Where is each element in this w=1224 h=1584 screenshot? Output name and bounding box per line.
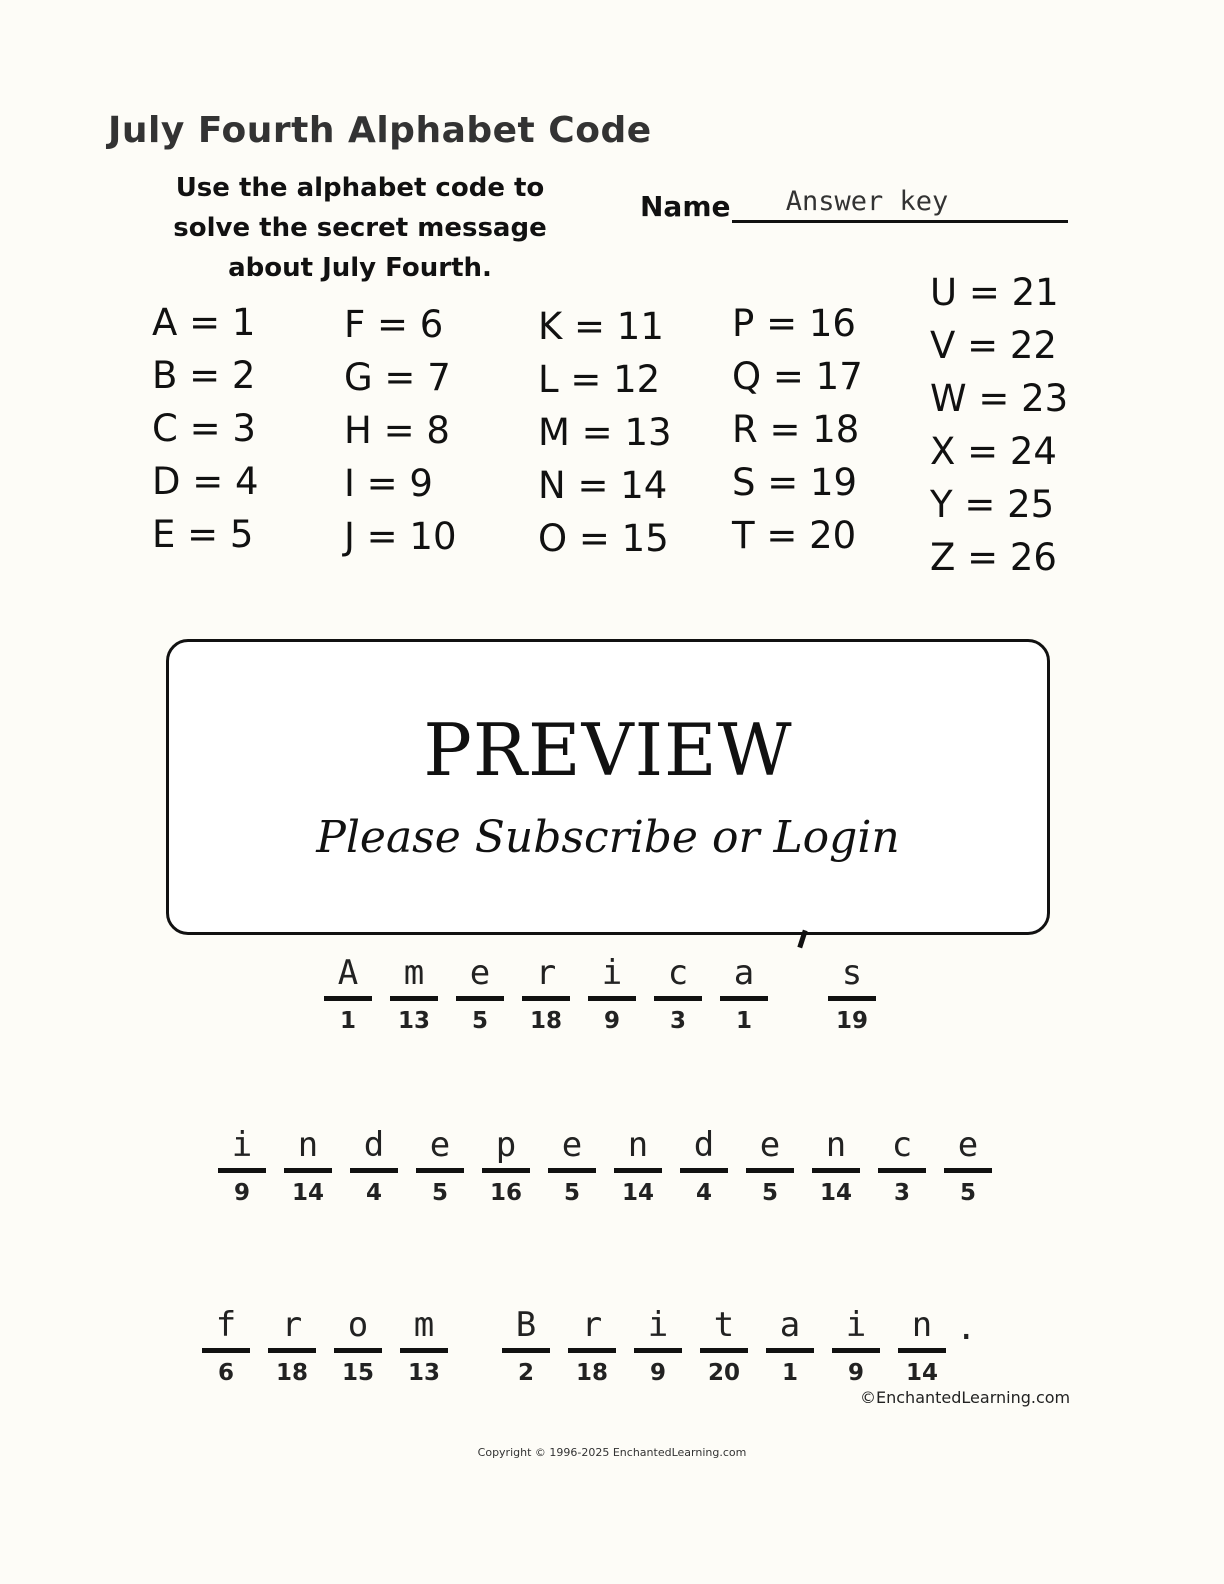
slot-underline (268, 1348, 316, 1353)
name-line (732, 220, 1068, 223)
code-entry: K = 11 (538, 305, 664, 348)
code-entry: L = 12 (538, 358, 661, 401)
instructions (160, 168, 560, 288)
slot-number: 5 (959, 1180, 976, 1206)
slot-underline (766, 1348, 814, 1353)
slot-number: 18 (275, 1360, 308, 1386)
watermark: ©EnchantedLearning.com (860, 1388, 1071, 1407)
slot-underline (898, 1348, 946, 1353)
instruction-line: about July Fourth. (228, 253, 492, 283)
slot-number: 5 (431, 1180, 448, 1206)
slot-letter: e (561, 1125, 583, 1165)
code-entry: O = 15 (538, 517, 669, 560)
slot-underline (202, 1348, 250, 1353)
slot-number: 2 (517, 1360, 534, 1386)
slot-letter: r (281, 1305, 303, 1345)
slot-underline (400, 1348, 448, 1353)
code-column-2 (344, 298, 457, 563)
code-column-4 (732, 297, 863, 562)
slot-letter: c (667, 953, 689, 993)
slot-number: 5 (471, 1008, 488, 1034)
code-entry: P = 16 (732, 302, 856, 345)
instruction-line: solve the secret message (173, 213, 547, 243)
copyright: Copyright © 1996-2025 EnchantedLearning.com (477, 1446, 747, 1459)
slot-letter: B (515, 1305, 537, 1345)
slot-number: 1 (735, 1008, 752, 1034)
slot-underline (218, 1168, 266, 1173)
slot-letter: r (581, 1305, 603, 1345)
slot-underline (944, 1168, 992, 1173)
preview-title: PREVIEW (423, 708, 793, 792)
slot-number: 9 (233, 1180, 250, 1206)
slot-underline (746, 1168, 794, 1173)
slot-number: 6 (217, 1360, 234, 1386)
slot-number: 14 (621, 1180, 654, 1206)
code-entry: D = 4 (152, 460, 259, 503)
preview-subtitle[interactable]: Please Subscribe or Login (316, 812, 900, 863)
code-entry: E = 5 (152, 513, 254, 556)
slot-letter: m (403, 953, 425, 993)
slot-number: 9 (847, 1360, 864, 1386)
slot-letter: e (469, 953, 491, 993)
slot-number: 9 (649, 1360, 666, 1386)
code-entry: G = 7 (344, 356, 451, 399)
slot-underline (828, 996, 876, 1001)
slot-letter: e (957, 1125, 979, 1165)
slot-number: 1 (781, 1360, 798, 1386)
code-entry: T = 20 (732, 514, 857, 557)
slot-underline (614, 1168, 662, 1173)
slot-letter: A (337, 953, 359, 993)
slot-letter: d (693, 1125, 715, 1165)
code-entry: Z = 26 (930, 536, 1057, 579)
code-entry: N = 14 (538, 464, 668, 507)
slot-number: 15 (341, 1360, 374, 1386)
slot-number: 13 (397, 1008, 430, 1034)
slot-letter: n (297, 1125, 319, 1165)
slot-letter: n (627, 1125, 649, 1165)
slot-underline (878, 1168, 926, 1173)
code-entry: F = 6 (344, 303, 444, 346)
slot-underline (680, 1168, 728, 1173)
slot-letter: a (779, 1305, 801, 1345)
slot-number: 16 (489, 1180, 522, 1206)
slot-letter: e (759, 1125, 781, 1165)
slot-underline (700, 1348, 748, 1353)
slot-number: 5 (761, 1180, 778, 1206)
slot-number: 18 (575, 1360, 608, 1386)
end-period: . (956, 1308, 977, 1348)
code-entry: U = 21 (930, 271, 1059, 314)
slot-underline (812, 1168, 860, 1173)
slot-letter: f (215, 1305, 237, 1345)
slot-underline (832, 1348, 880, 1353)
code-entry: Q = 17 (732, 355, 863, 398)
slot-number: 18 (529, 1008, 562, 1034)
slot-underline (390, 996, 438, 1001)
slot-letter: r (535, 953, 557, 993)
code-entry: B = 2 (152, 354, 256, 397)
slot-underline (456, 996, 504, 1001)
name-label: Name (640, 190, 731, 223)
slot-underline (588, 996, 636, 1001)
slot-letter: o (347, 1305, 369, 1345)
slot-number: 3 (669, 1008, 686, 1034)
code-entry: M = 13 (538, 411, 672, 454)
code-column-5 (930, 266, 1068, 584)
slot-number: 9 (603, 1008, 620, 1034)
slot-letter: p (495, 1125, 517, 1165)
slot-letter: n (825, 1125, 847, 1165)
code-entry: V = 22 (930, 324, 1057, 367)
slot-underline (482, 1168, 530, 1173)
code-entry: J = 10 (344, 515, 457, 558)
code-entry: Y = 25 (930, 483, 1055, 526)
slot-letter: a (733, 953, 755, 993)
slot-letter: t (713, 1305, 735, 1345)
slot-number: 19 (835, 1008, 868, 1034)
slot-letter: i (601, 953, 623, 993)
code-entry: W = 23 (930, 377, 1069, 420)
slot-underline (284, 1168, 332, 1173)
slot-underline (548, 1168, 596, 1173)
page-title: July Fourth Alphabet Code (108, 110, 652, 151)
code-entry: A = 1 (152, 301, 256, 344)
slot-number: 14 (905, 1360, 938, 1386)
name-value: Answer key (785, 186, 949, 217)
slot-number: 5 (563, 1180, 580, 1206)
slot-number: 20 (707, 1360, 740, 1386)
preview-overlay[interactable] (166, 639, 1050, 935)
slot-letter: i (231, 1125, 253, 1165)
code-entry: C = 3 (152, 407, 256, 450)
slot-underline (634, 1348, 682, 1353)
code-entry: S = 19 (732, 461, 858, 504)
slot-underline (654, 996, 702, 1001)
slot-underline (568, 1348, 616, 1353)
slot-number: 14 (291, 1180, 324, 1206)
code-column-3 (538, 300, 672, 565)
code-entry: H = 8 (344, 409, 450, 452)
slot-letter: c (891, 1125, 913, 1165)
slot-letter: m (413, 1305, 435, 1345)
slot-letter: d (363, 1125, 385, 1165)
slot-underline (502, 1348, 550, 1353)
slot-underline (522, 996, 570, 1001)
instruction-line: Use the alphabet code to (175, 173, 545, 203)
slot-underline (416, 1168, 464, 1173)
slot-number: 4 (695, 1180, 712, 1206)
slot-letter: i (647, 1305, 669, 1345)
code-entry: X = 24 (930, 430, 1057, 473)
slot-underline (324, 996, 372, 1001)
code-entry: R = 18 (732, 408, 860, 451)
slot-letter: i (845, 1305, 867, 1345)
slot-letter: e (429, 1125, 451, 1165)
slot-underline (350, 1168, 398, 1173)
code-column-1 (152, 296, 259, 561)
slot-underline (334, 1348, 382, 1353)
slot-letter: s (841, 953, 863, 993)
code-entry: I = 9 (344, 462, 433, 505)
slot-letter: n (911, 1305, 933, 1345)
slot-number: 3 (893, 1180, 910, 1206)
slot-underline (720, 996, 768, 1001)
slot-number: 14 (819, 1180, 852, 1206)
slot-number: 4 (365, 1180, 382, 1206)
slot-number: 13 (407, 1360, 440, 1386)
slot-number: 1 (339, 1008, 356, 1034)
